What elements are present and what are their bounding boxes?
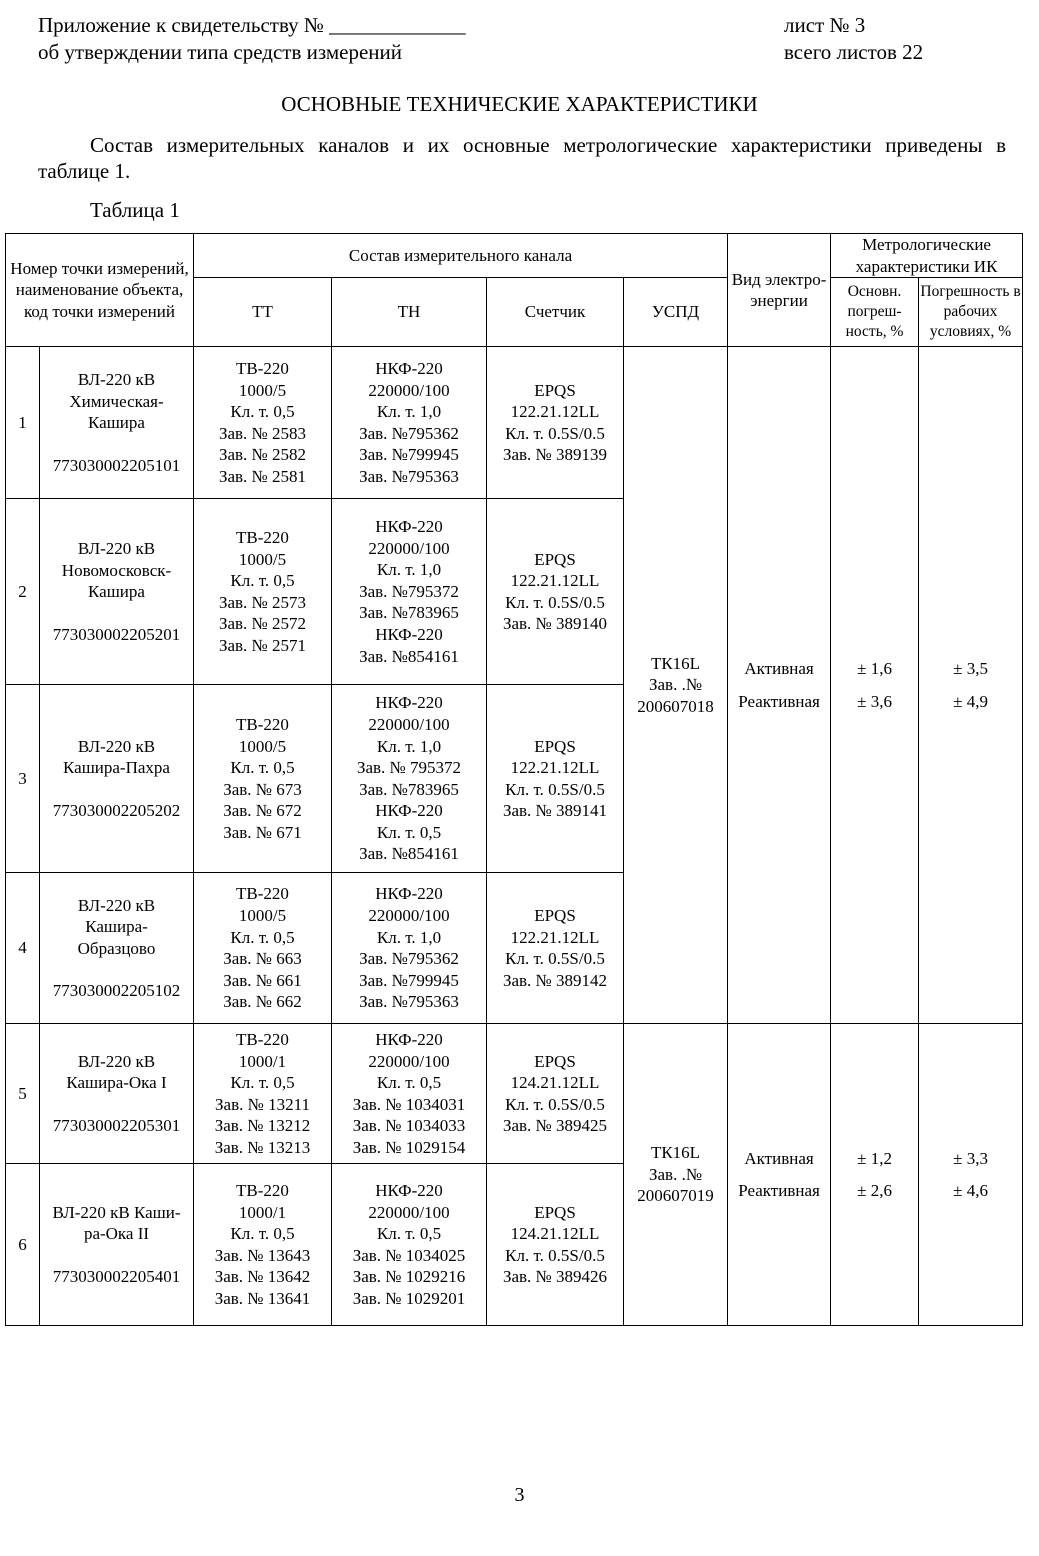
cell-line: Реактивная [738, 1181, 820, 1201]
cell-line: EPQS [534, 380, 576, 400]
cell-spacer [41, 779, 192, 800]
cell-line: 220000/100 [368, 906, 450, 925]
cell-line: Образцово [77, 938, 156, 958]
header-meter: Счетчик [487, 278, 624, 347]
cell-line: Зав. № 13641 [214, 1288, 311, 1308]
cell-line: ТВ-220 [236, 527, 289, 547]
cell-line: Зав. № 1034025 [352, 1245, 466, 1265]
cell-line: ТВ-220 [236, 1029, 289, 1049]
cell-spacer [41, 1094, 192, 1115]
point-name-cell [40, 873, 194, 1024]
row-number-cell: 5 [6, 1024, 40, 1164]
header-point: Номер точки измерений, наименование объекта, код точки измерений [6, 234, 194, 347]
meter-cell [487, 1164, 624, 1326]
cell-line: ВЛ-220 кВ [77, 539, 156, 558]
tn-cell [332, 873, 487, 1024]
cell-line: Химическая- [69, 391, 164, 411]
cell-line: Зав. № 389141 [502, 801, 608, 821]
cell-line: Кл. т. 0,5 [230, 1224, 295, 1244]
certificate-line: Приложение к свидетельству № _____________ [38, 13, 466, 37]
cell-line: НКФ-220 [375, 884, 443, 904]
point-name-cell [40, 347, 194, 499]
cell-line: Зав. № 13213 [214, 1137, 311, 1157]
cell-line: Зав. № 389139 [502, 445, 608, 465]
cell-line: Кл. т. 0.5S/0.5 [505, 423, 605, 443]
cell-line: Зав. № 2571 [218, 635, 307, 655]
tn-cell [332, 347, 487, 499]
uspd-cell [624, 347, 728, 1024]
cell-line: Зав. № 389142 [502, 970, 608, 990]
table-row [6, 1024, 1023, 1164]
header-uspd: УСПД [624, 278, 728, 347]
table-caption: Таблица 1 [90, 198, 180, 222]
cell-line: Кашира [88, 582, 145, 602]
basic-error-cell [831, 1024, 919, 1326]
cell-line: НКФ-220 [375, 625, 443, 645]
cell-line: ТВ-220 [236, 714, 289, 734]
cell-line: Зав. № 13212 [214, 1116, 311, 1136]
cell-line: Зав. № 389426 [502, 1267, 608, 1287]
cell-line: Зав. №783965 [359, 779, 459, 799]
cell-line: Зав. № 662 [223, 992, 302, 1012]
cell-line: Зав. №799945 [359, 970, 459, 990]
cell-line: НКФ-220 [375, 801, 443, 821]
cell-line: Кл. т. 0,5 [230, 758, 295, 778]
cell-line: ± 1,2 [857, 1148, 892, 1168]
working-error-cell [919, 1024, 1023, 1326]
cell-line: ВЛ-220 кВ [77, 736, 156, 756]
cell-line: Зав. № 1029216 [352, 1267, 466, 1287]
cell-line: EPQS [534, 1051, 576, 1071]
point-code: 773030002205102 [52, 981, 181, 1001]
cell-line: Зав. .№ [648, 1164, 703, 1184]
tt-cell [194, 347, 332, 499]
cell-line: ± 2,6 [857, 1181, 892, 1201]
meter-cell [487, 873, 624, 1024]
cell-line: Зав. №795363 [359, 992, 459, 1012]
cell-line: Кл. т. 0,5 [376, 1224, 442, 1244]
cell-line: 1000/1 [238, 1202, 287, 1222]
cell-line: Зав. № 795372 [356, 758, 462, 778]
row-number-cell: 1 [6, 347, 40, 499]
cell-line: ± 3,3 [953, 1148, 988, 1168]
cell-line: Зав. № 663 [223, 949, 302, 969]
cell-line: ± 3,6 [857, 691, 892, 711]
cell-line: ВЛ-220 кВ Каши- [52, 1202, 181, 1222]
cell-line: 200607018 [637, 696, 714, 716]
cell-line: 220000/100 [368, 538, 450, 558]
table-row [6, 347, 1023, 499]
total-sheets: всего листов 22 [784, 40, 924, 64]
cell-line: 124.21.12LL [510, 1073, 600, 1093]
cell-line: 220000/100 [368, 380, 450, 400]
header-tn: ТН [332, 278, 487, 347]
cell-spacer [41, 1245, 192, 1266]
cell-line: 122.21.12LL [510, 927, 600, 947]
point-code: 773030002205401 [52, 1266, 181, 1286]
meter-cell [487, 499, 624, 685]
cell-line: Зав. № 2581 [218, 466, 307, 486]
header-working-error: Погрешность в рабочих условиях, % [919, 278, 1023, 347]
cell-line: ТВ-220 [236, 358, 289, 378]
cell-line: Активная [744, 659, 814, 679]
meter-cell [487, 1024, 624, 1164]
cell-line: Зав. № 389425 [502, 1116, 608, 1136]
cell-line: ТК16L [650, 653, 701, 673]
cell-line: Зав. №799945 [359, 445, 459, 465]
cell-line: ± 4,6 [953, 1181, 988, 1201]
document-title: ОСНОВНЫЕ ТЕХНИЧЕСКИЕ ХАРАКТЕРИСТИКИ [281, 92, 758, 116]
cell-line: Зав. № 2582 [218, 445, 307, 465]
cell-line: Зав. №783965 [359, 603, 459, 623]
cell-line: НКФ-220 [375, 358, 443, 378]
point-code: 773030002205101 [52, 455, 181, 475]
cell-line: Зав. № 1034033 [352, 1116, 466, 1136]
cell-line: 1000/5 [238, 549, 287, 569]
tt-cell [194, 685, 332, 873]
cell-line: 1000/5 [238, 380, 287, 400]
cell-line: EPQS [534, 906, 576, 925]
row-number-cell: 6 [6, 1164, 40, 1326]
cell-line: Зав. № 13642 [214, 1267, 311, 1287]
cell-line: 122.21.12LL [510, 402, 600, 422]
cell-line: Кл. т. 0,5 [376, 822, 442, 842]
cell-line: ТК16L [650, 1143, 701, 1163]
cell-line: НКФ-220 [375, 517, 443, 537]
cell-line: Кашира [88, 413, 145, 433]
cell-line: Кл. т. 0,5 [376, 1073, 442, 1093]
cell-line: Кл. т. 1,0 [376, 736, 442, 756]
header-right [784, 12, 1034, 66]
cell-line: EPQS [534, 1202, 576, 1222]
cell-line: 1000/5 [238, 736, 287, 756]
cell-line: Кл. т. 0.5S/0.5 [505, 1094, 605, 1114]
cell-line: Кл. т. 0.5S/0.5 [505, 779, 605, 799]
cell-line: 200607019 [637, 1186, 714, 1206]
cell-line: 220000/100 [368, 1202, 450, 1222]
cell-line: Кл. т. 0,5 [230, 571, 295, 591]
cell-line: НКФ-220 [375, 1180, 443, 1200]
cell-line: Зав. .№ [648, 675, 703, 695]
tn-cell [332, 1164, 487, 1326]
cell-line: Кашира- [85, 917, 148, 937]
cell-line: Кл. т. 0.5S/0.5 [505, 1245, 605, 1265]
approval-line: об утверждении типа средств измерений [38, 40, 403, 64]
cell-line: 1000/5 [238, 906, 287, 925]
tt-cell [194, 499, 332, 685]
cell-line: EPQS [534, 549, 576, 569]
cell-line: Кл. т. 0,5 [230, 927, 295, 947]
sheet-number: лист № 3 [784, 13, 866, 37]
cell-line: ВЛ-220 кВ [77, 895, 156, 915]
energy-type-cell [728, 347, 831, 1024]
characteristics-table [5, 233, 1023, 1326]
cell-line: Кл. т. 0,5 [230, 402, 295, 422]
point-name-cell [40, 1024, 194, 1164]
point-name-cell [40, 685, 194, 873]
cell-line: Зав. № 661 [223, 970, 302, 990]
cell-line: ВЛ-220 кВ [77, 370, 156, 389]
cell-line: Реактивная [738, 691, 820, 711]
cell-line: ВЛ-220 кВ [77, 1051, 156, 1071]
header-metrological: Метрологические характеристики ИК [831, 234, 1023, 278]
cell-line: Зав. № 2573 [218, 592, 307, 612]
cell-line: Зав. № 2583 [218, 423, 307, 443]
energy-type-cell [728, 1024, 831, 1326]
cell-line: ТВ-220 [236, 884, 289, 904]
cell-line: Зав. № 13643 [214, 1245, 311, 1265]
page-number: 3 [514, 1484, 525, 1506]
cell-line: Зав. № 2572 [218, 614, 307, 634]
cell-line: Зав. № 1029154 [352, 1137, 466, 1157]
row-number-cell: 3 [6, 685, 40, 873]
meter-cell [487, 347, 624, 499]
cell-line: Зав. №795372 [359, 581, 459, 601]
point-name-cell [40, 1164, 194, 1326]
cell-line: Зав. № 389140 [502, 614, 608, 634]
tn-cell [332, 499, 487, 685]
header-basic-error: Основн. погреш-ность, % [831, 278, 919, 347]
cell-line: ТВ-220 [236, 1180, 289, 1200]
cell-line: Зав. №795363 [359, 466, 459, 486]
cell-line: ра-Ока II [83, 1224, 150, 1244]
meter-cell [487, 685, 624, 873]
cell-line: 122.21.12LL [510, 758, 600, 778]
cell-line: Зав. № 672 [223, 801, 302, 821]
working-error-cell [919, 347, 1023, 1024]
tt-cell [194, 873, 332, 1024]
point-name-cell [40, 499, 194, 685]
cell-spacer [41, 603, 192, 624]
cell-line: Зав. № 671 [223, 822, 302, 842]
cell-spacer [41, 959, 192, 980]
cell-line: EPQS [534, 736, 576, 756]
cell-line: Кл. т. 0,5 [230, 1073, 295, 1093]
cell-line: Зав. №854161 [359, 844, 459, 864]
cell-line: 220000/100 [368, 714, 450, 734]
header-left [38, 12, 658, 66]
header-tt: ТТ [194, 278, 332, 347]
cell-line: 220000/100 [368, 1051, 450, 1071]
tt-cell [194, 1164, 332, 1326]
cell-line: Зав. № 1034031 [352, 1094, 466, 1114]
row-number-cell: 2 [6, 499, 40, 685]
cell-line: Зав. № 13211 [215, 1094, 310, 1114]
basic-error-cell [831, 347, 919, 1024]
cell-line: Кл. т. 0.5S/0.5 [505, 949, 605, 969]
cell-line: Кашира-Ока I [66, 1073, 167, 1093]
cell-line: ± 3,5 [953, 659, 988, 679]
cell-line: Кл. т. 1,0 [376, 927, 442, 947]
point-code: 773030002205301 [52, 1115, 181, 1135]
uspd-cell [624, 1024, 728, 1326]
header-energy-type: Вид электро-энергии [728, 234, 831, 347]
cell-line: Новомосковск- [61, 560, 172, 580]
cell-line: Кл. т. 0.5S/0.5 [505, 592, 605, 612]
cell-line: НКФ-220 [375, 693, 443, 713]
cell-line: НКФ-220 [375, 1029, 443, 1049]
cell-line: Зав. №795362 [359, 423, 459, 443]
cell-line: Зав. №854161 [359, 646, 459, 666]
cell-line: Кл. т. 1,0 [376, 402, 442, 422]
cell-line: 122.21.12LL [510, 571, 600, 591]
cell-line: Зав. № 673 [223, 779, 302, 799]
cell-line: Зав. №795362 [359, 949, 459, 969]
intro-paragraph: Состав измерительных каналов и их основные метрологические характеристики приведены в таблице 1. [38, 133, 1006, 183]
cell-line: Активная [744, 1148, 814, 1168]
tt-cell [194, 1024, 332, 1164]
point-code: 773030002205202 [52, 800, 181, 820]
point-code: 773030002205201 [52, 624, 181, 644]
tn-cell [332, 1024, 487, 1164]
cell-line: ± 1,6 [857, 659, 892, 679]
cell-line: ± 4,9 [953, 691, 988, 711]
cell-line: Зав. № 1029201 [352, 1288, 466, 1308]
cell-line: Кл. т. 1,0 [376, 560, 442, 580]
cell-line: 1000/1 [238, 1051, 287, 1071]
tn-cell [332, 685, 487, 873]
cell-line: Кашира-Пахра [63, 758, 170, 778]
row-number-cell: 4 [6, 873, 40, 1024]
header-channel: Состав измерительного канала [194, 234, 728, 278]
cell-line: 124.21.12LL [510, 1224, 600, 1244]
cell-spacer [41, 434, 192, 455]
